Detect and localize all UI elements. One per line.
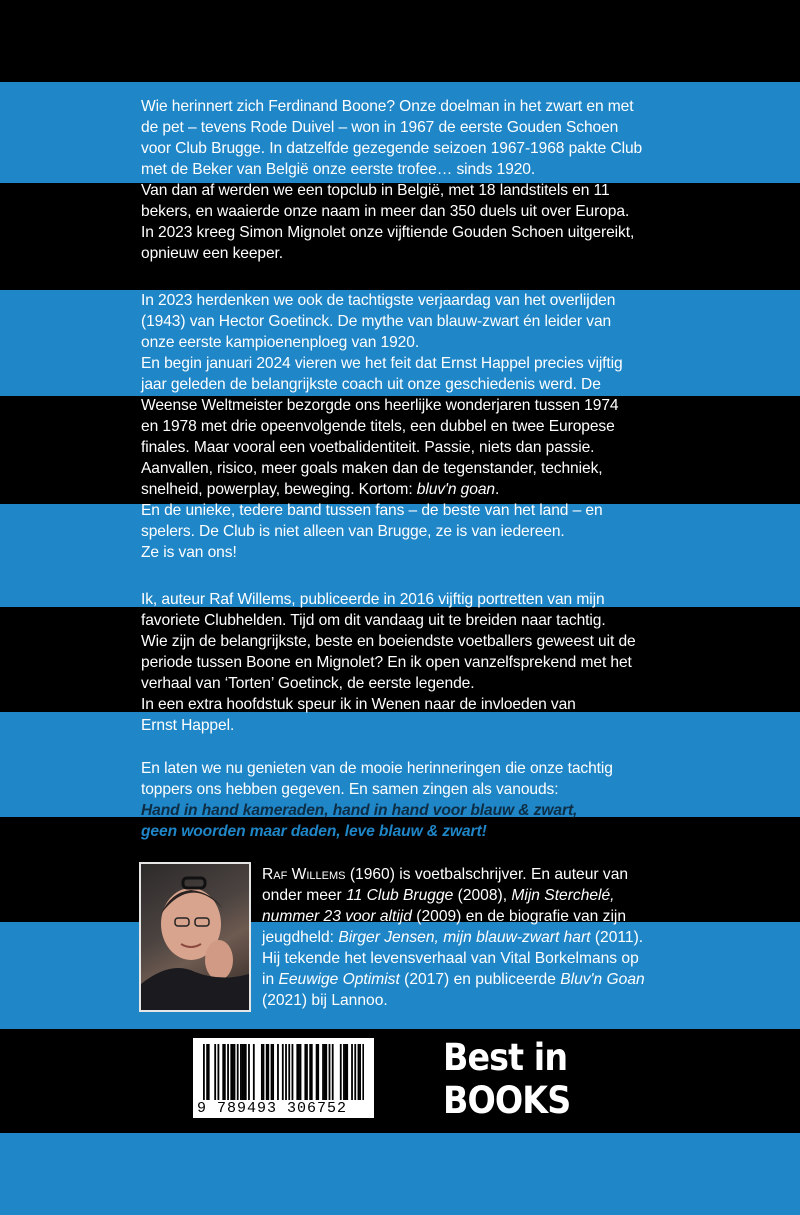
text-line: Van dan af werden we een topclub in België, met 18 landstitels en 11	[141, 182, 610, 199]
text-line: en 1978 met drie opeenvolgende titels, een dubbel en twee Europese	[141, 418, 615, 435]
text-line: verhaal van ‘Torten’ Goetinck, de eerste legende.	[141, 675, 475, 692]
author-intro-paragraph	[141, 589, 661, 736]
text-line: (1943) van Hector Goetinck. De mythe van blauw-zwart én leider van	[141, 313, 612, 330]
publisher-logo-line: Best in	[443, 1036, 568, 1079]
barcode-bar	[261, 1044, 263, 1100]
motto-line: geen woorden maar daden, leve blauw & zwart!	[141, 823, 487, 840]
text-line: onze eerste kampioenenploeg van 1920.	[141, 334, 420, 351]
text-line: Ze is van ons!	[141, 544, 237, 561]
author-bio	[262, 864, 662, 1011]
barcode-bar	[292, 1044, 294, 1100]
barcode-bar	[266, 1044, 268, 1100]
barcode-bar	[309, 1044, 311, 1100]
text-line: Weense Weltmeister bezorgde ons heerlijke wonderjaren tussen 1974	[141, 397, 619, 414]
text-line: toppers ons hebben gegeven. En samen zingen als vanouds:	[141, 781, 559, 798]
text-line	[262, 969, 662, 990]
barcode-bar	[306, 1044, 308, 1100]
barcode-bar	[354, 1044, 356, 1100]
barcode-bar	[232, 1044, 234, 1100]
text-segment: onder meer	[262, 887, 347, 904]
author-photo	[139, 862, 251, 1012]
barcode-bar	[240, 1044, 242, 1100]
text-line: favoriete Clubhelden. Tijd om dit vandaag uit te breiden naar tachtig.	[141, 612, 606, 629]
text-line: voor Club Brugge. In datzelfde gezegende seizoen 1967-1968 pakte Club	[141, 140, 643, 157]
barcode-bar	[345, 1044, 347, 1100]
stripe-blue-6	[0, 1133, 800, 1215]
book-title: Mijn Sterchelé,	[511, 887, 615, 904]
barcode-bar	[227, 1044, 229, 1100]
text-segment: (2008),	[453, 887, 512, 904]
barcode-bar	[343, 1044, 345, 1100]
text-line: Ik, auteur Raf Willems, publiceerde in 2016 vijftig portretten van mijn	[141, 591, 605, 608]
text-segment: .	[494, 481, 500, 498]
book-title: Bluv'n Goan	[560, 971, 645, 988]
stripe-black-top	[0, 0, 800, 82]
book-title: Eeuwige Optimist	[278, 971, 400, 988]
text-line	[141, 479, 661, 500]
barcode-bar	[322, 1044, 324, 1100]
text-line: opnieuw een keeper.	[141, 245, 284, 262]
barcode-bar	[346, 1044, 348, 1100]
text-line: En laten we nu genieten van de mooie herinneringen die onze tachtig	[141, 760, 613, 777]
text-segment: jeugdheld:	[262, 929, 339, 946]
text-line: de pet – tevens Rode Duivel – won in 1967 de eerste Gouden Schoen	[141, 119, 619, 136]
barcode-bar	[217, 1044, 219, 1100]
book-title: 11 Club Brugge	[346, 887, 454, 904]
intro-paragraph	[141, 96, 661, 264]
text-line: spelers. De Club is niet alleen van Brugge, ze is van iedereen.	[141, 523, 565, 540]
barcode-bar	[362, 1044, 364, 1100]
text-segment: (2011).	[590, 929, 644, 946]
author-portrait-illustration	[141, 864, 249, 1010]
text-line: met de Beker van België onze eerste trofee… sinds 1920.	[141, 161, 536, 178]
isbn-number: 9 789493 306752	[197, 1100, 348, 1117]
history-paragraph	[141, 290, 661, 563]
book-title: Birger Jensen, mijn blauw-zwart hart	[338, 929, 591, 946]
barcode-bar	[351, 1044, 353, 1100]
barcode-bar	[214, 1044, 216, 1100]
motto-line: Hand in hand kameraden, hand in hand voor blauw & zwart,	[141, 802, 578, 819]
barcode-bar	[304, 1044, 306, 1100]
text-line	[262, 927, 662, 948]
text-line: En de unieke, tedere band tussen fans – de beste van het land – en	[141, 502, 603, 519]
barcode-bar	[253, 1044, 255, 1100]
barcode-bar	[203, 1044, 205, 1100]
barcode-bar	[288, 1044, 290, 1100]
barcode-bar	[332, 1044, 334, 1100]
isbn-barcode	[193, 1038, 374, 1118]
text-line: jaar geleden de belangrijkste coach uit onze geschiedenis werd. De	[141, 376, 601, 393]
barcode-bar	[317, 1044, 319, 1100]
barcode-bar	[340, 1044, 342, 1100]
barcode-bar	[237, 1044, 239, 1100]
text-line: Aanvallen, risico, meer goals maken dan de tegenstander, techniek,	[141, 460, 603, 477]
barcode-bar	[271, 1044, 273, 1100]
barcode-bar	[300, 1044, 302, 1100]
text-line: En begin januari 2024 vieren we het feit dat Ernst Happel precies vijftig	[141, 355, 623, 372]
stripe-black-5	[0, 1029, 800, 1133]
barcode-bar	[272, 1044, 274, 1100]
closing-paragraph	[141, 758, 661, 842]
barcode-bar	[234, 1044, 236, 1100]
barcode-bar	[248, 1044, 250, 1100]
barcode-bar	[243, 1044, 245, 1100]
barcode-bar	[242, 1044, 244, 1100]
text-line: Ernst Happel.	[141, 717, 235, 734]
barcode-bar	[222, 1044, 224, 1100]
text-line: Wie herinnert zich Ferdinand Boone? Onze doelman in het zwart en met	[141, 98, 634, 115]
text-segment-italic: bluv'n goan	[416, 481, 495, 498]
barcode-bars	[203, 1044, 364, 1100]
barcode-bar	[245, 1044, 247, 1100]
text-line: In een extra hoofdstuk speur ik in Wenen naar de invloeden van	[141, 696, 576, 713]
text-segment: in	[262, 971, 279, 988]
barcode-bar	[224, 1044, 226, 1100]
barcode-bar	[285, 1044, 287, 1100]
barcode-bar	[263, 1044, 265, 1100]
barcode-bar	[329, 1044, 331, 1100]
text-line: finales. Maar vooral een voetbalidentiteit. Passie, niets dan passie.	[141, 439, 595, 456]
barcode-bar	[359, 1044, 361, 1100]
text-line: bekers, en waaierde onze naam in meer dan 350 duels uit over Europa.	[141, 203, 630, 220]
publisher-logo	[443, 1036, 570, 1122]
text-segment: (2017) en publiceerde	[399, 971, 561, 988]
text-segment: (1960) is voetbalschrijver. En auteur van	[345, 866, 629, 883]
barcode-bar	[324, 1044, 326, 1100]
barcode-bar	[311, 1044, 313, 1100]
barcode-bar	[277, 1044, 279, 1100]
text-line: (2021) bij Lannoo.	[262, 992, 388, 1009]
text-line: In 2023 kreeg Simon Mignolet onze vijftiende Gouden Schoen uitgereikt,	[141, 224, 635, 241]
text-line: periode tussen Boone en Mignolet? En ik open vanzelfsprekend met het	[141, 654, 632, 671]
barcode-bar	[267, 1044, 269, 1100]
text-line	[262, 906, 662, 927]
text-line: Wie zijn de belangrijkste, beste en boeiendste voetballers geweest uit de	[141, 633, 636, 650]
text-segment: (2009) en de biografie van zijn	[411, 908, 627, 925]
barcode-bar	[298, 1044, 300, 1100]
barcode-bar	[325, 1044, 327, 1100]
book-title: nummer 23 voor altijd	[262, 908, 412, 925]
author-name: Raf Willems	[262, 866, 346, 883]
barcode-bar	[206, 1044, 208, 1100]
publisher-logo-line: BOOKS	[443, 1079, 571, 1122]
text-line	[262, 885, 662, 906]
text-line: Hij tekende het levensverhaal van Vital Borkelmans op	[262, 950, 639, 967]
text-line: In 2023 herdenken we ook de tachtigste verjaardag van het overlijden	[141, 292, 616, 309]
barcode-bar	[208, 1044, 210, 1100]
text-line	[262, 864, 662, 885]
barcode-bar	[282, 1044, 284, 1100]
barcode-bar	[358, 1044, 360, 1100]
barcode-bar	[316, 1044, 318, 1100]
text-segment: snelheid, powerplay, beweging. Kortom:	[141, 481, 417, 498]
barcode-bar	[296, 1044, 298, 1100]
barcode-bar	[230, 1044, 232, 1100]
